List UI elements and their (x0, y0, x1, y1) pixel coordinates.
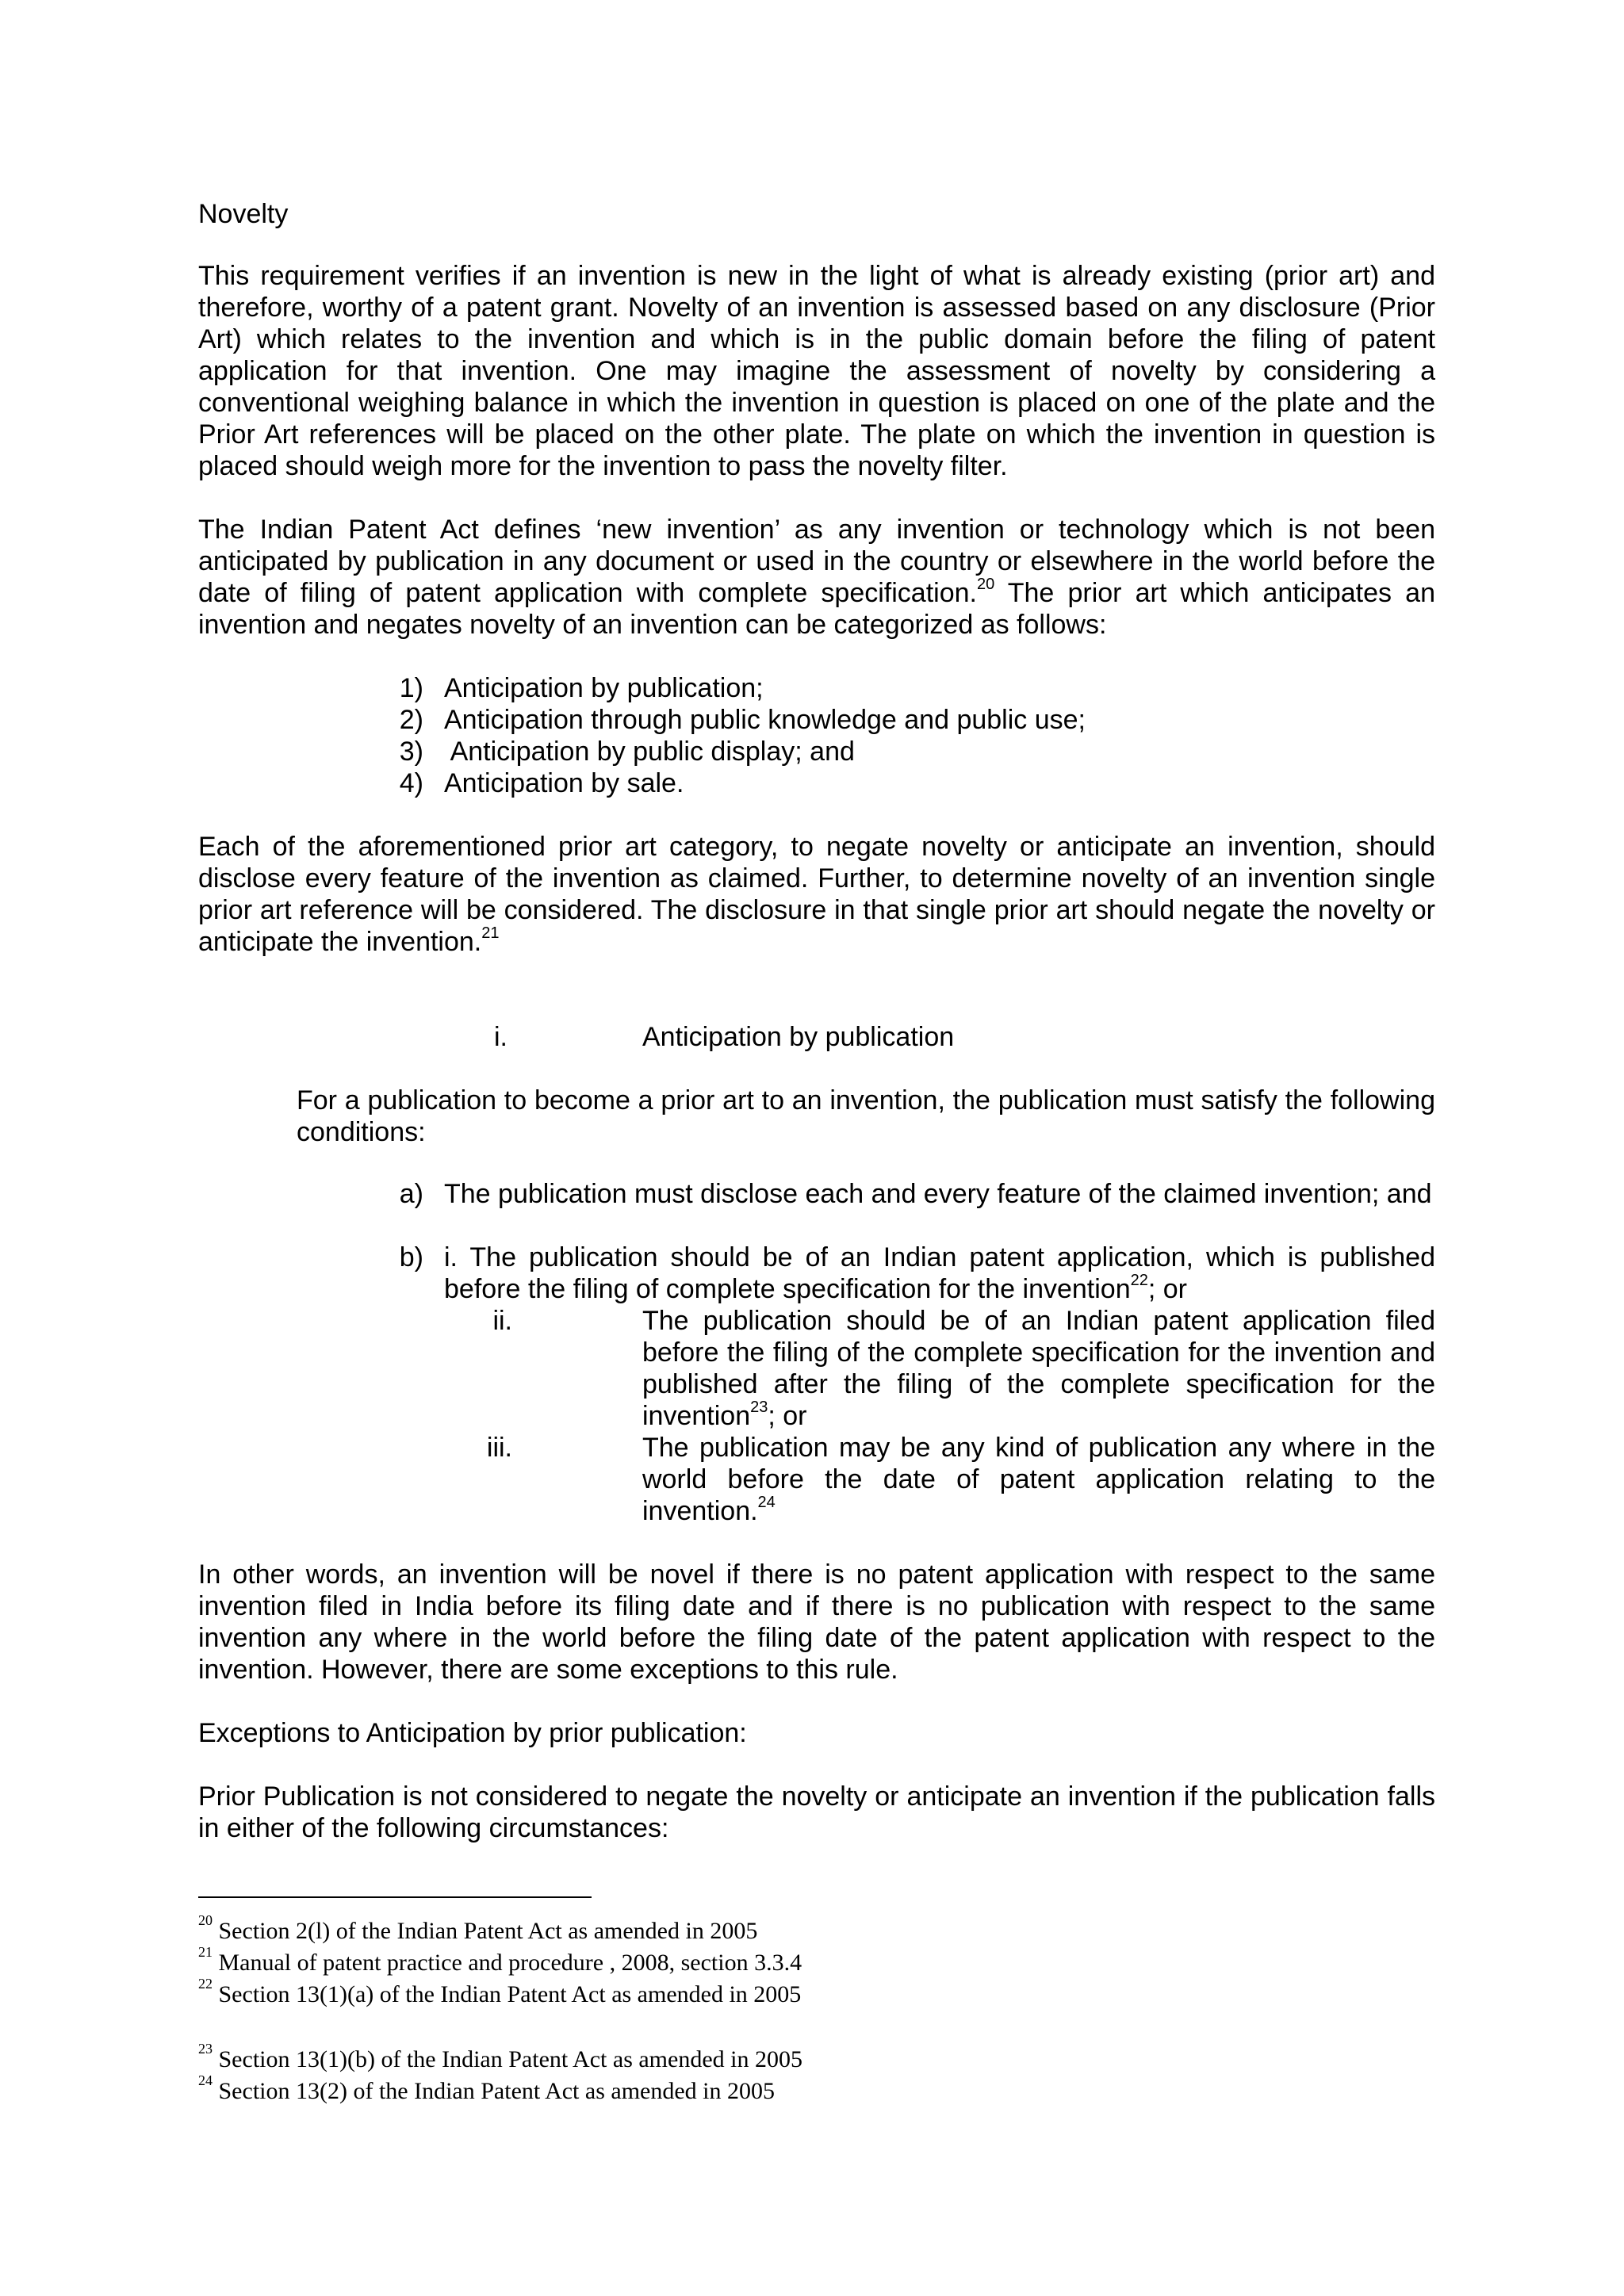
list-item-text: Anticipation by sale. (444, 768, 684, 798)
paragraph-text: Each of the aforementioned prior art category, to negate novelty or anticipate an invention, should disclose every feature of the invention as claimed. Further, to determine novelty of an invention single prior art reference will be considered. The disclosure in that single prior art should negate the novelty or anticipate the invention. (198, 832, 1435, 957)
footnote-text: Section 2(l) of the Indian Patent Act as amended in 2005 (213, 1918, 758, 1944)
paragraph-new-invention (198, 514, 1435, 641)
list-item-text: Anticipation by public display; and (444, 737, 855, 767)
footnote-divider (198, 1896, 592, 1898)
condition-number: b) (399, 1242, 423, 1272)
paragraph-prior-art-category (198, 831, 1435, 958)
paragraph-prior-publication: Prior Publication is not considered to negate the novelty or anticipate an invention if the publication falls in either of the following circumstances: (198, 1781, 1435, 1843)
footnote-ref: 23 (750, 1398, 768, 1416)
condition-text (642, 1305, 1435, 1432)
footnote-23 (198, 2041, 1150, 2074)
paragraph-publication-conditions: For a publication to become a prior art to an invention, the publication must satisfy the following conditions: (297, 1085, 1435, 1147)
footnote-ref: 22 (1130, 1271, 1148, 1289)
list-item-number: 1) (399, 673, 423, 703)
condition-number: iii. (486, 1433, 512, 1463)
footnote-ref: 20 (976, 575, 995, 593)
condition-text-part: The publication may be any kind of publication any where in the world before the date of patent application relating to the invention. (642, 1433, 1435, 1526)
list-item-number: 2) (399, 705, 423, 735)
footnote-text: Section 13(2) of the Indian Patent Act as amended in 2005 (213, 2078, 775, 2104)
condition-text: The publication must disclose each and every feature of the claimed invention; and (444, 1179, 1432, 1209)
footnote-number: 20 (198, 1912, 213, 1928)
condition-text-part: ; or (768, 1401, 807, 1431)
condition-text-part: The publication should be of an Indian patent application filed before the filing of the complete specification for the invention and published after the filing of the complete specification for the invention (642, 1306, 1435, 1431)
condition-number: a) (399, 1179, 423, 1209)
footnote-number: 22 (198, 1976, 213, 1992)
footnote-text: Manual of patent practice and procedure , 2008, section 3.3.4 (213, 1950, 802, 1976)
footnote-number: 21 (198, 1944, 213, 1960)
footnote-number: 24 (198, 2072, 213, 2088)
condition-text (642, 1432, 1435, 1527)
footnote-21 (198, 1944, 1150, 1977)
paragraph-text: The prior art which anticipates an invention and negates novelty of an invention can be categorized as follows: (198, 578, 1435, 640)
list-item-number: 3) (399, 737, 423, 767)
footnote-20 (198, 1912, 1150, 1946)
list-item-text: Anticipation through public knowledge and public use; (444, 705, 1086, 735)
condition-text-part: i. The publication should be of an Indian patent application, which is published before the filing of complete specification for the invention (444, 1242, 1435, 1304)
section-heading-novelty: Novelty (198, 199, 289, 229)
condition-text-part: ; or (1147, 1274, 1187, 1304)
subsection-number: i. (494, 1022, 508, 1052)
paragraph-other-words: In other words, an invention will be novel if there is no patent application with respect to the same invention filed in India before its filing date and if there is no publication with respect to the same invention any where in the world before the filing date of the patent application with respect to the invention. However, there are some exceptions to this rule. (198, 1559, 1435, 1685)
paragraph-novelty-definition: This requirement verifies if an invention is new in the light of what is already existing (prior art) and therefore, worthy of a patent grant. Novelty of an invention is assessed based on any disclosure (Prior Art) which relates to the invention and which is in the public domain before the filing of patent application for that invention. One may imagine the assessment of novelty by considering a conventional weighing balance in which the invention in question is placed on one of the plate and the Prior Art references will be placed on the other plate. The plate on which the invention in question is placed should weigh more for the invention to pass the novelty filter. (198, 261, 1435, 481)
footnote-number: 23 (198, 2041, 213, 2057)
footnote-ref: 24 (757, 1493, 776, 1511)
list-item-number: 4) (399, 768, 423, 798)
footnote-ref: 21 (481, 924, 500, 942)
condition-text (444, 1242, 1435, 1305)
paragraph-text: The Indian Patent Act defines ‘new invention’ as any invention or technology which is not been anticipated by publication in any document or used in the country or elsewhere in the world before the date of filing of patent application with complete specification. (198, 515, 1435, 608)
condition-number: ii. (492, 1306, 512, 1336)
footnote-24 (198, 2072, 1150, 2106)
footnote-text: Section 13(1)(a) of the Indian Patent Act as amended in 2005 (213, 1981, 802, 2007)
subsection-title: Anticipation by publication (642, 1022, 955, 1052)
list-item-text: Anticipation by publication; (444, 673, 764, 703)
exceptions-heading: Exceptions to Anticipation by prior publication: (198, 1718, 747, 1748)
footnote-text: Section 13(1)(b) of the Indian Patent Act as amended in 2005 (213, 2046, 802, 2072)
footnote-22 (198, 1976, 1150, 2009)
